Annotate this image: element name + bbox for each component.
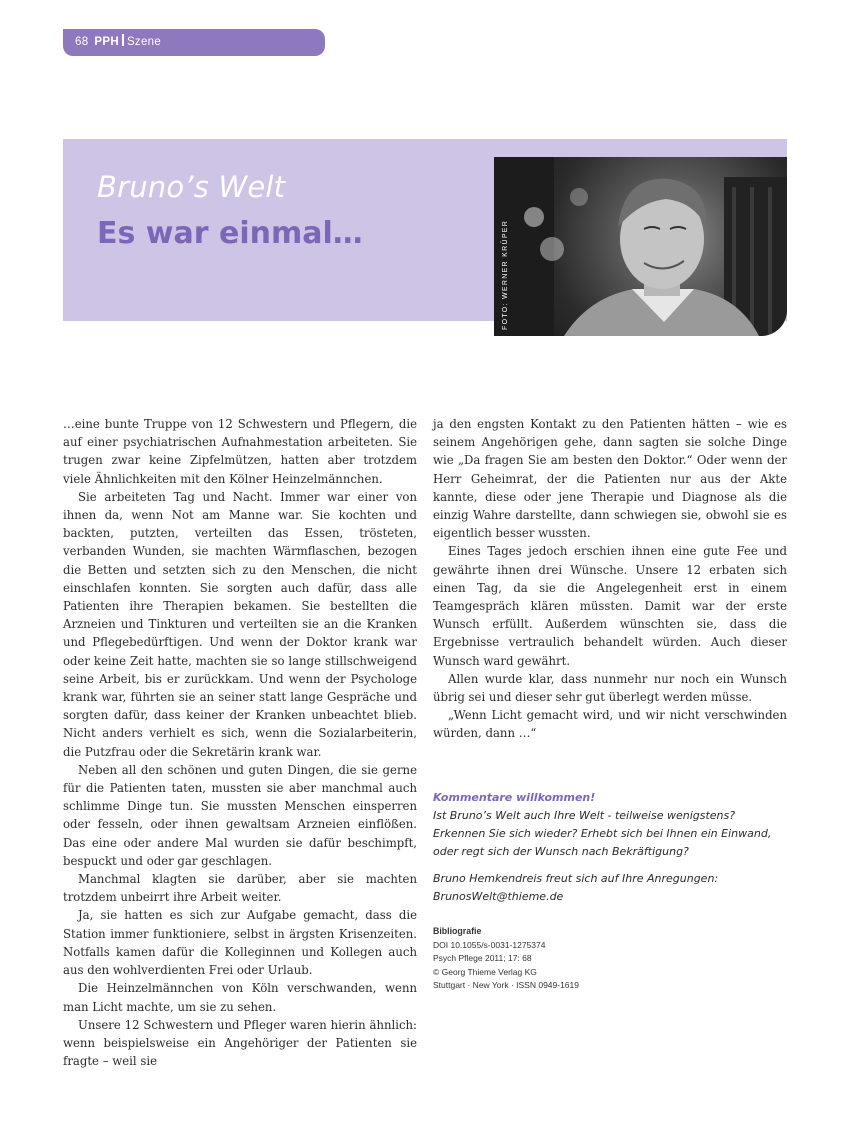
paragraph: Eines Tages jedoch erschien ihnen eine gute Fee und gewährte ihnen drei Wünsche. Unsere 12 erbaten sich einen Tag, da sie die Angelegenheit erst in einem Teamgespräch klären müssten. Damit war der erste Wunsch erfüllt. Außerdem wünschten sie, dass die Ergebnisse vertraulich behandelt würden. Auch dieser Wunsch ward gewährt. <box>433 544 787 668</box>
bibliography-heading: Bibliografie <box>433 926 482 936</box>
running-header <box>63 29 325 56</box>
bibliography <box>433 925 787 993</box>
paragraph: Unsere 12 Schwestern und Pfleger waren hierin ähnlich: wenn beispielsweise ein Angehöriger der Patienten sie fragte – weil sie <box>63 1017 417 1069</box>
photo-credit: FOTO: WERNER KRÜPER <box>502 219 509 330</box>
section-name: Szene <box>126 36 162 48</box>
column-kicker: Bruno’s Welt <box>97 170 286 204</box>
paragraph: Allen wurde klar, dass nunmehr nur noch ein Wunsch übrig sei und dieser sehr gut überlegt werden müsse. <box>433 671 787 705</box>
article-title: Es war einmal… <box>97 216 363 251</box>
comments-question: Ist Bruno’s Welt auch Ihre Welt - teilweise wenigstens? Erkennen Sie sich wieder? Erhebt sich bei Ihnen ein Einwand, oder regt sich der Wunsch nach Bekräftigung? <box>433 809 772 858</box>
paragraph: Sie arbeiteten Tag und Nacht. Immer war einer von ihnen da, wenn Not am Manne war. Sie kochten und backten, putzten, verteilten das Essen, trösteten, verbanden Wunden, sie machten Wärmflaschen, bezogen die Betten und setzten sich zu den Menschen, die nicht einschlafen konnten. Sie sorgten auch dafür, dass alle Patienten ihre Therapien bekamen. Sie bestellten die Arzneien und Tinkturen und verteilten sie an die Kranken und Pflegebedürftigen. Und wenn der Doktor krank war oder keine Zeit hatte, machten sie so lange stillschweigend seine Arbeit, bis er zurückkam. Und wenn der Psychologe krank war, führten sie an seiner statt lange Gespräche und sorgten dafür, dass keiner der Kranken unbeachtet blieb. Nicht anders verhielt es sich, wenn die Sozialarbeiterin, die Putzfrau oder die Sekretärin krank war. <box>63 489 417 759</box>
paragraph: Ja, sie hatten es sich zur Aufgabe gemacht, dass die Station immer funktioniere, selbst in ärgsten Krisenzeiten. Notfalls kamen dafür die Kolleginnen und Kollegen auch aus den wohlverdienten Frei oder Urlaub. <box>63 908 417 978</box>
comments-email-link[interactable]: BrunosWelt@thieme.de <box>433 890 564 903</box>
comments-author-line: Bruno Hemkendreis freut sich auf Ihre Anregungen: <box>433 872 719 885</box>
comments-heading: Kommentare willkommen! <box>433 791 596 804</box>
bibliography-copyright: © Georg Thieme Verlag KG <box>433 966 537 977</box>
author-photo <box>494 157 787 336</box>
paragraph: ja den engsten Kontakt zu den Patienten hätten – wie es seinem Angehörigen gehe, dann sagten sie solche Dinge wie „Da fragen Sie am besten den Doktor.“ Oder wenn der Herr Geheimrat, der die Patienten nur aus der Akte kannte, diese oder jene Therapie und Diagnose als die einzig Wahre darstellte, dann schwiegen sie, obwohl sie es eigentlich besser wussten. <box>433 417 787 541</box>
header-divider <box>122 34 124 46</box>
paragraph: Manchmal klagten sie darüber, aber sie machten trotzdem unbeirrt ihre Arbeit weiter. <box>63 872 417 905</box>
paragraph: „Wenn Licht gemacht wird, und wir nicht verschwinden würden, dann …“ <box>433 708 787 741</box>
bibliography-citation: Psych Pflege 2011; 17: 68 <box>433 953 532 963</box>
paragraph: Die Heinzelmännchen von Köln verschwanden, wenn man Licht machte, um sie zu sehen. <box>63 981 417 1014</box>
bibliography-doi: DOI 10.1055/s-0031-1275374 <box>433 939 546 950</box>
article-column-left <box>63 415 417 1070</box>
bibliography-place-issn: Stuttgart · New York · ISSN 0949-1619 <box>433 980 579 990</box>
magazine-name: PPH <box>94 36 119 48</box>
page-number: 68 <box>75 36 89 48</box>
paragraph: …eine bunte Truppe von 12 Schwestern und Pflegern, die auf einer psychiatrischen Aufnahmestation arbeiteten. Sie trugen zwar keine Zipfelmützen, hatten aber trotzdem viele Ähnlichkeiten mit den Kölner Heinzelmännchen. <box>63 417 417 486</box>
paragraph: Neben all den schönen und guten Dingen, die sie gerne für die Patienten taten, mussten sie aber manchmal auch schlimme Dinge tun. Sie mussten Menschen einsperren oder fesseln, oder ihnen gewaltsam Arzneien einflößen. Das eine oder andere Mal wurden sie dafür beschimpft, bespuckt und oder gar geschlagen. <box>63 762 417 868</box>
article-column-right <box>433 415 787 743</box>
comments-box <box>433 789 787 906</box>
